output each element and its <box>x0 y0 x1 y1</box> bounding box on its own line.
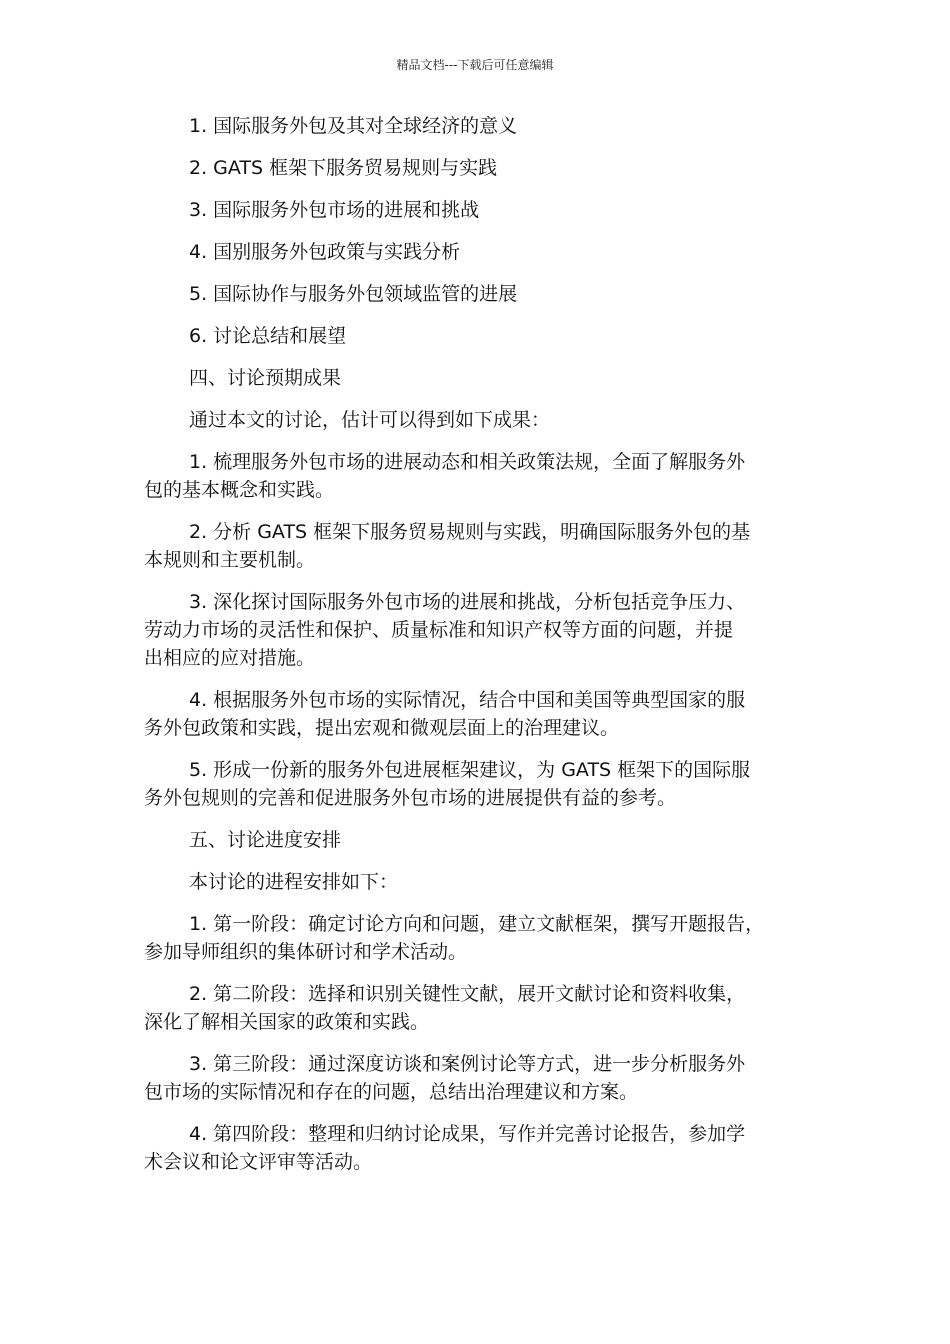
expected-result-item <box>144 588 810 672</box>
paragraph-line: 4. 根据服务外包市场的实际情况，结合中国和美国等典型国家的服 <box>189 689 746 711</box>
paragraph-line: 1. 第一阶段：确定讨论方向和问题，建立文献框架，撰写开题报告， <box>189 913 765 935</box>
paragraph-line: 务外包规则的完善和促进服务外包市场的进展提供有益的参考。 <box>144 787 677 809</box>
outline-item: 2. GATS 框架下服务贸易规则与实践 <box>189 157 498 179</box>
schedule-item <box>144 1050 810 1106</box>
paragraph-line: 3. 第三阶段：通过深度访谈和案例讨论等方式，进一步分析服务外 <box>189 1053 746 1075</box>
outline-item: 5. 国际协作与服务外包领域监管的进展 <box>189 283 518 305</box>
expected-result-item <box>144 448 810 504</box>
expected-result-item <box>144 686 810 742</box>
schedule-item <box>144 980 810 1036</box>
paragraph-line: 深化了解相关国家的政策和实践。 <box>144 1011 430 1033</box>
paragraph-line: 术会议和论文评审等活动。 <box>144 1151 373 1173</box>
page-header: 精品文档---下载后可任意编辑 <box>396 58 554 72</box>
paragraph-line: 包市场的实际情况和存在的问题，总结出治理建议和方案。 <box>144 1081 639 1103</box>
paragraph-line: 5. 形成一份新的服务外包进展框架建议，为 GATS 框架下的国际服 <box>189 759 751 781</box>
schedule-item <box>144 1120 810 1176</box>
paragraph-line: 出相应的应对措施。 <box>144 647 316 669</box>
paragraph-line: 2. 第二阶段：选择和识别关键性文献，展开文献讨论和资料收集， <box>189 983 746 1005</box>
section-intro: 通过本文的讨论，估计可以得到如下成果： <box>189 409 551 431</box>
expected-result-item <box>144 518 810 574</box>
outline-item: 1. 国际服务外包及其对全球经济的意义 <box>189 115 518 137</box>
paragraph-line: 3. 深化探讨国际服务外包市场的进展和挑战，分析包括竞争压力、 <box>189 591 746 613</box>
paragraph-line: 1. 梳理服务外包市场的进展动态和相关政策法规，全面了解服务外 <box>189 451 746 473</box>
outline-item: 6. 讨论总结和展望 <box>189 325 347 347</box>
section-intro: 本讨论的进程安排如下： <box>189 871 399 893</box>
outline-item: 3. 国际服务外包市场的进展和挑战 <box>189 199 480 221</box>
document-body <box>144 112 810 1190</box>
paragraph-line: 2. 分析 GATS 框架下服务贸易规则与实践，明确国际服务外包的基 <box>189 521 751 543</box>
section-heading: 五、讨论进度安排 <box>189 829 342 851</box>
paragraph-line: 劳动力市场的灵活性和保护、质量标准和知识产权等方面的问题，并提 <box>144 619 734 641</box>
section-heading: 四、讨论预期成果 <box>189 367 342 389</box>
paragraph-line: 4. 第四阶段：整理和归纳讨论成果，写作并完善讨论报告，参加学 <box>189 1123 746 1145</box>
paragraph-line: 本规则和主要机制。 <box>144 549 316 571</box>
paragraph-line: 务外包政策和实践，提出宏观和微观层面上的治理建议。 <box>144 717 620 739</box>
expected-result-item <box>144 756 810 812</box>
outline-item: 4. 国别服务外包政策与实践分析 <box>189 241 461 263</box>
paragraph-line: 包的基本概念和实践。 <box>144 479 335 501</box>
paragraph-line: 参加导师组织的集体研讨和学术活动。 <box>144 941 468 963</box>
schedule-item <box>144 910 810 966</box>
